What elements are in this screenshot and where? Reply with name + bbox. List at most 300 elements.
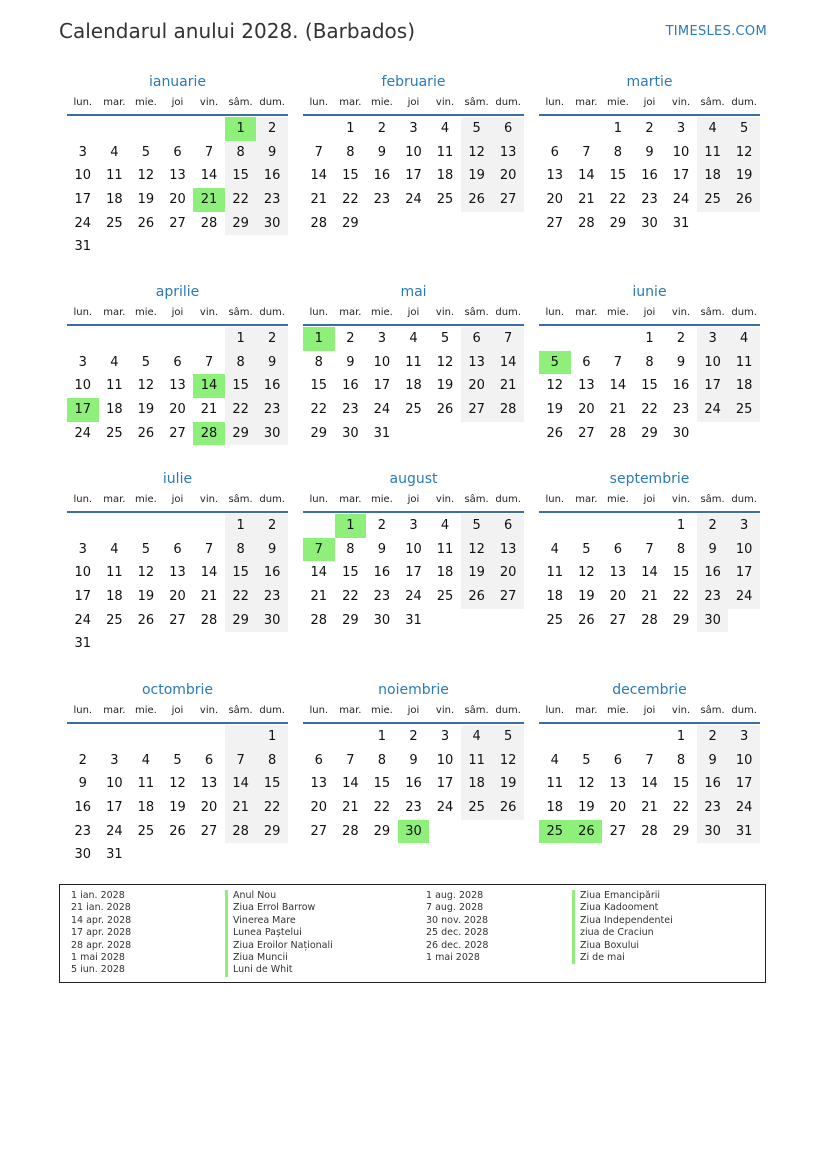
day-cell: 25 — [546, 612, 564, 628]
weekday-label: joi — [171, 494, 184, 505]
empty-cell — [728, 212, 760, 236]
day-cell: 8 — [377, 752, 387, 768]
day-cell: 1 — [346, 121, 355, 136]
day-grid — [303, 725, 524, 843]
day-cell: 28 — [342, 823, 359, 839]
month-name: octombrie — [141, 682, 214, 698]
day-cell: 27 — [169, 215, 186, 231]
day-cell: 5 — [173, 752, 182, 768]
weekday-label: sâm. — [228, 307, 253, 318]
day-cell: 30 — [256, 422, 288, 446]
holiday-name: Lunea Paștelui — [225, 927, 333, 939]
day-cell: 31 — [74, 239, 92, 255]
weekday-label: mar. — [103, 307, 126, 318]
day-cell: 21 — [641, 589, 658, 605]
day-cell: 30 — [256, 609, 288, 633]
weekday-label: sâm. — [700, 307, 725, 318]
day-cell: 16 — [405, 776, 422, 792]
day-cell: 26 — [137, 215, 155, 231]
weekday-label: mar. — [339, 705, 362, 716]
day-cell: 10 — [728, 538, 760, 562]
day-cell: 7 — [303, 538, 335, 562]
empty-cell — [728, 422, 760, 446]
day-cell: 26 — [571, 820, 603, 844]
empty-cell — [634, 725, 666, 749]
day-cell: 29 — [373, 823, 391, 839]
day-cell: 28 — [641, 823, 658, 839]
holiday-name: Ziua Kadooment — [572, 902, 673, 914]
weekday-header — [303, 92, 524, 116]
day-cell: 6 — [204, 752, 214, 768]
day-cell: 13 — [546, 168, 564, 184]
day-cell: 23 — [256, 188, 288, 212]
weekday-header — [539, 700, 760, 724]
day-cell: 24 — [672, 192, 690, 208]
empty-cell — [303, 117, 335, 141]
empty-cell — [429, 820, 461, 844]
day-cell: 16 — [697, 561, 729, 585]
weekday-label: vin. — [435, 307, 455, 318]
empty-cell — [67, 117, 99, 141]
day-cell: 2 — [377, 121, 387, 136]
day-cell: 13 — [169, 565, 186, 581]
day-cell: 7 — [225, 749, 257, 773]
day-cell: 12 — [137, 378, 155, 394]
day-cell: 28 — [310, 215, 328, 231]
weekday-header — [539, 302, 760, 326]
empty-cell — [162, 843, 194, 867]
empty-cell — [335, 725, 367, 749]
month-name: august — [389, 471, 438, 487]
day-cell: 20 — [609, 800, 627, 816]
empty-cell — [602, 327, 634, 351]
day-cell: 17 — [728, 561, 760, 585]
day-cell: 24 — [405, 192, 422, 208]
day-cell: 31 — [74, 636, 92, 652]
day-cell: 25 — [436, 192, 454, 208]
weekday-header — [303, 700, 524, 724]
day-cell: 23 — [672, 402, 690, 418]
weekday-label: mie. — [370, 494, 393, 505]
day-cell: 10 — [106, 776, 123, 792]
weekday-label: vin. — [671, 307, 691, 318]
day-cell: 18 — [436, 168, 454, 184]
weekday-label: lun. — [545, 97, 565, 108]
weekday-header — [67, 489, 288, 513]
day-cell: 26 — [546, 425, 564, 441]
day-cell: 15 — [672, 565, 690, 581]
day-cell: 24 — [74, 612, 92, 628]
day-cell: 4 — [728, 327, 760, 351]
empty-cell — [461, 820, 493, 844]
day-cell: 5 — [141, 144, 151, 160]
day-cell: 9 — [697, 749, 729, 773]
weekday-label: sâm. — [464, 494, 489, 505]
weekday-label: joi — [407, 307, 420, 318]
day-cell: 11 — [405, 354, 422, 370]
day-cell: 1 — [335, 514, 367, 538]
day-cell: 29 — [342, 612, 359, 628]
empty-cell — [256, 235, 288, 259]
day-cell: 7 — [204, 354, 214, 370]
day-cell: 5 — [492, 725, 524, 749]
day-cell: 29 — [609, 215, 627, 231]
day-grid — [67, 514, 288, 656]
day-cell: 9 — [256, 538, 288, 562]
day-cell: 7 — [314, 144, 323, 160]
empty-cell — [398, 212, 430, 236]
day-cell: 8 — [676, 752, 686, 768]
day-cell: 31 — [405, 612, 422, 628]
day-cell: 11 — [137, 776, 155, 792]
weekday-label: lun. — [545, 494, 565, 505]
empty-cell — [193, 514, 225, 538]
weekday-label: lun. — [545, 307, 565, 318]
empty-cell — [67, 725, 99, 749]
day-cell: 22 — [342, 192, 359, 208]
day-cell: 8 — [256, 749, 288, 773]
holiday-name: Vinerea Mare — [225, 915, 333, 927]
month-name: martie — [626, 74, 673, 90]
empty-cell — [130, 632, 162, 656]
weekday-label: mar. — [575, 97, 598, 108]
day-cell: 19 — [461, 164, 493, 188]
empty-cell — [429, 422, 461, 446]
day-cell: 28 — [609, 425, 627, 441]
day-cell: 6 — [314, 752, 323, 768]
day-cell: 19 — [169, 800, 186, 816]
day-cell: 17 — [373, 378, 391, 394]
day-cell: 20 — [492, 561, 524, 585]
weekday-label: mar. — [103, 494, 126, 505]
day-grid — [539, 327, 760, 445]
day-cell: 21 — [310, 192, 328, 208]
day-cell: 24 — [728, 796, 760, 820]
day-cell: 9 — [697, 538, 729, 562]
day-cell: 13 — [609, 776, 627, 792]
weekday-label: dum. — [259, 307, 285, 318]
day-cell: 21 — [578, 192, 595, 208]
day-cell: 21 — [200, 589, 218, 605]
day-cell: 20 — [169, 402, 186, 418]
day-cell: 10 — [74, 378, 92, 394]
weekday-label: mar. — [575, 705, 598, 716]
day-cell: 8 — [346, 541, 355, 557]
day-cell: 10 — [728, 749, 760, 773]
day-cell: 21 — [641, 800, 658, 816]
day-cell: 20 — [310, 800, 328, 816]
day-cell: 14 — [641, 565, 658, 581]
day-cell: 14 — [225, 772, 257, 796]
day-cell: 12 — [137, 565, 155, 581]
day-cell: 22 — [373, 800, 391, 816]
holiday-date: 28 apr. 2028 — [71, 939, 132, 951]
empty-cell — [193, 117, 225, 141]
weekday-label: dum. — [731, 307, 757, 318]
day-cell: 1 — [225, 117, 257, 141]
day-cell: 15 — [373, 776, 391, 792]
day-cell: 28 — [310, 612, 328, 628]
weekday-label: dum. — [495, 97, 521, 108]
day-cell: 11 — [697, 141, 729, 165]
day-cell: 15 — [225, 561, 257, 585]
empty-cell — [162, 117, 194, 141]
day-cell: 6 — [613, 541, 623, 557]
day-cell: 2 — [377, 518, 387, 533]
weekday-label: dum. — [731, 705, 757, 716]
day-cell: 22 — [256, 796, 288, 820]
day-cell: 16 — [256, 164, 288, 188]
day-cell: 5 — [461, 117, 493, 141]
day-cell: 3 — [440, 729, 450, 744]
day-cell: 26 — [461, 188, 493, 212]
day-cell: 14 — [193, 374, 225, 398]
empty-cell — [99, 117, 131, 141]
day-cell: 4 — [461, 725, 493, 749]
day-cell: 27 — [492, 585, 524, 609]
weekday-label: lun. — [73, 494, 93, 505]
day-cell: 4 — [440, 518, 450, 533]
weekday-label: lun. — [73, 97, 93, 108]
day-cell: 24 — [697, 398, 729, 422]
day-cell: 5 — [582, 752, 591, 768]
empty-cell — [634, 514, 666, 538]
weekday-label: sâm. — [700, 494, 725, 505]
empty-cell — [429, 609, 461, 633]
day-cell: 21 — [225, 796, 257, 820]
weekday-label: sâm. — [228, 97, 253, 108]
day-cell: 6 — [492, 117, 524, 141]
day-cell: 30 — [342, 425, 359, 441]
empty-cell — [130, 235, 162, 259]
day-cell: 4 — [697, 117, 729, 141]
holiday-date: 30 nov. 2028 — [426, 914, 489, 926]
weekday-label: dum. — [495, 705, 521, 716]
empty-cell — [193, 632, 225, 656]
day-cell: 9 — [377, 541, 387, 557]
day-cell: 16 — [373, 565, 391, 581]
day-cell: 30 — [256, 212, 288, 236]
day-cell: 2 — [409, 729, 418, 744]
empty-cell — [130, 843, 162, 867]
empty-cell — [571, 117, 603, 141]
day-cell: 26 — [492, 796, 524, 820]
day-cell: 5 — [141, 354, 151, 370]
empty-cell — [492, 212, 524, 236]
empty-cell — [193, 235, 225, 259]
empty-cell — [130, 327, 162, 351]
day-cell: 3 — [377, 331, 387, 346]
day-cell: 13 — [310, 776, 328, 792]
day-cell: 27 — [169, 612, 186, 628]
weekday-label: dum. — [731, 97, 757, 108]
day-cell: 23 — [373, 589, 391, 605]
month-name: septembrie — [609, 471, 690, 487]
day-cell: 3 — [728, 725, 760, 749]
empty-cell — [728, 609, 760, 633]
day-cell: 20 — [200, 800, 218, 816]
empty-cell — [99, 725, 131, 749]
day-cell: 29 — [310, 425, 328, 441]
day-cell: 12 — [436, 354, 454, 370]
empty-cell — [162, 514, 194, 538]
day-cell: 23 — [697, 796, 729, 820]
day-cell: 29 — [225, 212, 257, 236]
weekday-label: vin. — [671, 705, 691, 716]
day-cell: 31 — [728, 820, 760, 844]
empty-cell — [130, 117, 162, 141]
day-cell: 2 — [256, 327, 288, 351]
month-block — [303, 680, 524, 843]
day-cell: 26 — [578, 612, 595, 628]
month-block — [539, 680, 760, 843]
day-cell: 26 — [137, 425, 155, 441]
empty-cell — [256, 632, 288, 656]
empty-cell — [429, 212, 461, 236]
day-cell: 1 — [613, 121, 623, 136]
month-block — [303, 72, 524, 235]
day-cell: 20 — [546, 192, 564, 208]
empty-cell — [130, 725, 162, 749]
holiday-date: 5 iun. 2028 — [71, 964, 125, 976]
day-grid — [539, 117, 760, 235]
month-block — [67, 469, 288, 656]
day-cell: 19 — [578, 589, 595, 605]
weekday-header — [539, 92, 760, 116]
brand-link[interactable]: TIMESLES.COM — [665, 24, 767, 39]
day-cell: 27 — [578, 425, 595, 441]
empty-cell — [225, 235, 257, 259]
day-cell: 10 — [405, 144, 422, 160]
weekday-header — [67, 302, 288, 326]
holiday-date: 1 mai 2028 — [426, 952, 480, 964]
weekday-label: mie. — [370, 705, 393, 716]
day-cell: 10 — [74, 565, 92, 581]
day-cell: 30 — [74, 847, 92, 863]
empty-cell — [303, 725, 335, 749]
day-cell: 10 — [405, 541, 422, 557]
day-cell: 19 — [137, 192, 155, 208]
day-cell: 14 — [492, 351, 524, 375]
weekday-header — [67, 92, 288, 116]
day-cell: 15 — [225, 164, 257, 188]
day-cell: 12 — [169, 776, 186, 792]
holiday-date: 25 dec. 2028 — [426, 927, 489, 939]
day-cell: 25 — [106, 612, 123, 628]
day-cell: 9 — [256, 141, 288, 165]
day-cell: 14 — [641, 776, 658, 792]
day-cell: 25 — [461, 796, 493, 820]
weekday-label: mar. — [103, 705, 126, 716]
holiday-name: Ziua Muncii — [225, 952, 333, 964]
weekday-label: dum. — [495, 494, 521, 505]
day-cell: 13 — [492, 538, 524, 562]
day-cell: 14 — [342, 776, 359, 792]
day-cell: 8 — [225, 141, 257, 165]
day-cell: 9 — [676, 354, 686, 370]
day-cell: 19 — [728, 164, 760, 188]
day-cell: 17 — [405, 168, 422, 184]
day-cell: 19 — [578, 800, 595, 816]
holiday-name: Ziua Emancipării — [572, 890, 673, 902]
day-cell: 7 — [492, 327, 524, 351]
empty-cell — [193, 843, 225, 867]
empty-cell — [99, 514, 131, 538]
weekday-label: vin. — [199, 307, 219, 318]
day-cell: 7 — [204, 144, 214, 160]
month-block — [303, 469, 524, 632]
day-cell: 11 — [436, 541, 454, 557]
weekday-label: vin. — [435, 494, 455, 505]
day-cell: 27 — [200, 823, 218, 839]
empty-cell — [571, 327, 603, 351]
empty-cell — [162, 725, 194, 749]
weekday-label: sâm. — [464, 307, 489, 318]
weekday-label: mar. — [339, 97, 362, 108]
day-cell: 15 — [256, 772, 288, 796]
day-cell: 10 — [697, 351, 729, 375]
day-cell: 22 — [225, 398, 257, 422]
day-cell: 26 — [461, 585, 493, 609]
day-cell: 10 — [672, 144, 690, 160]
day-cell: 26 — [728, 188, 760, 212]
day-cell: 12 — [578, 565, 595, 581]
day-cell: 5 — [141, 541, 151, 557]
day-cell: 30 — [641, 215, 658, 231]
day-cell: 29 — [256, 820, 288, 844]
day-cell: 29 — [672, 823, 690, 839]
day-cell: 2 — [645, 121, 654, 136]
weekday-header — [303, 302, 524, 326]
day-grid — [67, 725, 288, 867]
day-cell: 17 — [436, 776, 454, 792]
day-cell: 17 — [67, 398, 99, 422]
page-title: Calendarul anului 2028. (Barbados) — [59, 19, 415, 43]
empty-cell — [697, 422, 729, 446]
day-cell: 18 — [697, 164, 729, 188]
day-cell: 9 — [78, 776, 87, 792]
day-cell: 8 — [645, 354, 654, 370]
holiday-dates-left — [71, 890, 131, 977]
day-cell: 4 — [409, 331, 418, 346]
day-cell: 22 — [672, 800, 690, 816]
empty-cell — [67, 514, 99, 538]
weekday-label: sâm. — [700, 97, 725, 108]
day-cell: 25 — [405, 402, 422, 418]
holiday-date: 21 ian. 2028 — [71, 902, 131, 914]
day-cell: 24 — [405, 589, 422, 605]
holiday-names-left — [225, 890, 333, 977]
day-cell: 11 — [436, 144, 454, 160]
empty-cell — [398, 422, 430, 446]
day-cell: 16 — [256, 561, 288, 585]
weekday-label: lun. — [309, 705, 329, 716]
day-cell: 18 — [405, 378, 422, 394]
empty-cell — [492, 609, 524, 633]
day-cell: 30 — [398, 820, 430, 844]
day-cell: 7 — [645, 752, 654, 768]
weekday-label: mie. — [606, 705, 629, 716]
month-name: iunie — [632, 284, 667, 300]
day-cell: 17 — [405, 565, 422, 581]
weekday-label: sâm. — [228, 494, 253, 505]
day-cell: 23 — [74, 823, 92, 839]
day-cell: 15 — [672, 776, 690, 792]
day-cell: 5 — [461, 514, 493, 538]
empty-cell — [162, 632, 194, 656]
day-cell: 22 — [225, 585, 257, 609]
day-cell: 7 — [613, 354, 623, 370]
